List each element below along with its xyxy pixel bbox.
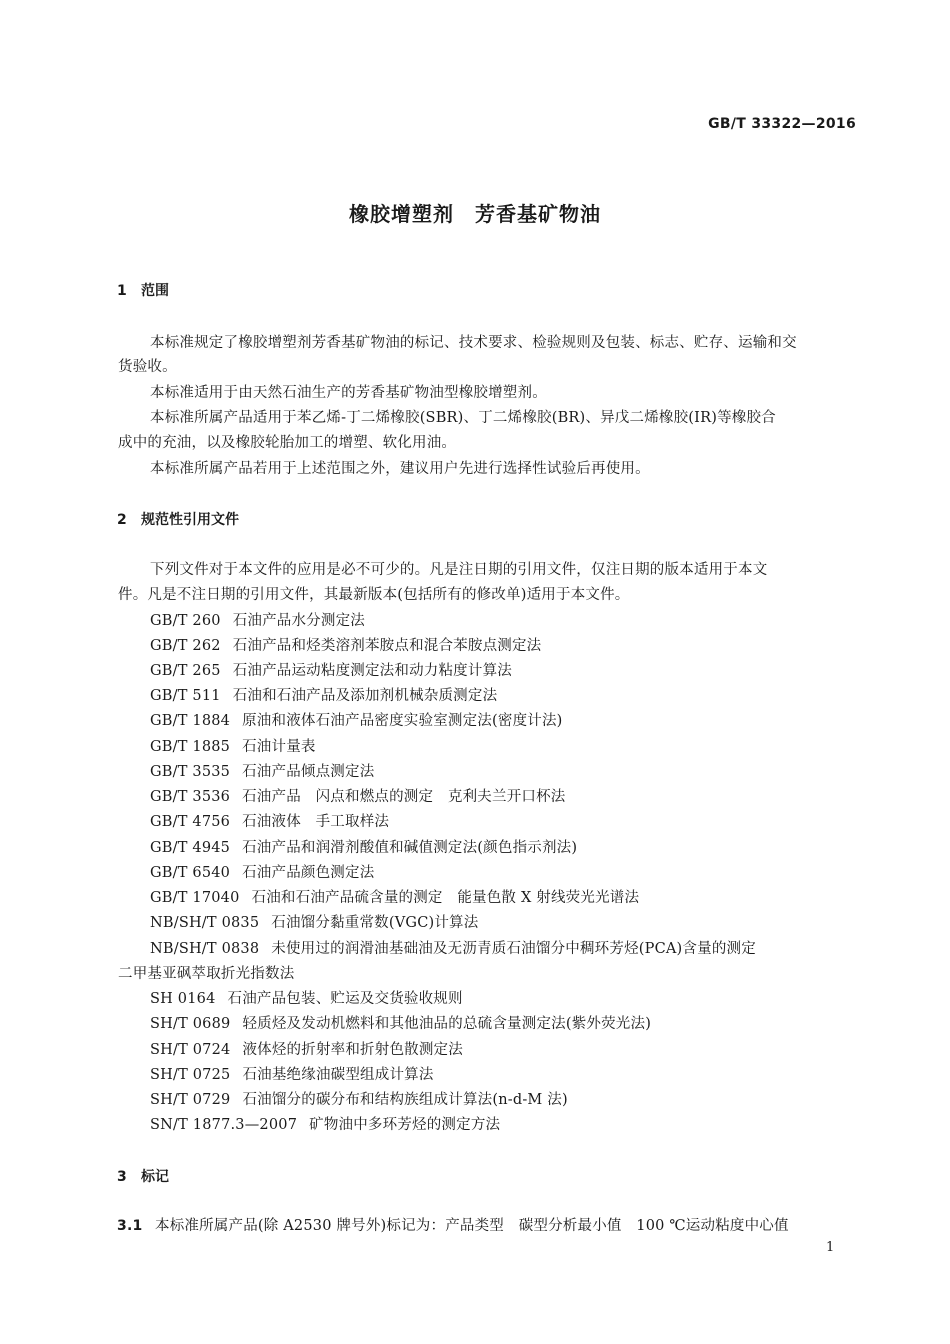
reference-code: NB/SH/T 0835 [150,915,260,931]
normative-intro-line: 件。凡是不注日期的引用文件，其最新版本(包括所有的修改单)适用于本文件。 [118,587,630,603]
section-number: 1 [117,283,127,299]
reference-title: 石油产品 闪点和燃点的测定 克利夫兰开口杯法 [242,789,566,805]
reference-code: GB/T 6540 [150,865,231,881]
reference-item [150,886,639,907]
scope-line: 成中的充油，以及橡胶轮胎加工的增塑、软化用油。 [118,435,457,451]
reference-item [150,1063,434,1084]
reference-code: GB/T 262 [150,638,221,654]
reference-item [150,609,365,630]
reference-title: 石油产品倾点测定法 [242,764,375,780]
section-title: 范围 [141,283,169,299]
reference-code: GB/T 265 [150,663,221,679]
reference-item [150,1113,500,1134]
scope-line: 本标准所属产品适用于苯乙烯-丁二烯橡胶(SBR)、丁二烯橡胶(BR)、异戊二烯橡胶(IR)等橡胶合 [150,410,776,426]
reference-code: SH/T 0729 [150,1092,231,1108]
reference-continuation: 二甲基亚砜萃取折光指数法 [118,966,295,982]
reference-code: GB/T 4756 [150,814,231,830]
clause-number: 3.1 [117,1218,143,1234]
reference-title: 石油产品颜色测定法 [242,865,375,881]
reference-title: 未使用过的润滑油基础油及无沥青质石油馏分中稠环芳烃(PCA)含量的测定 [271,941,756,957]
reference-code: GB/T 3536 [150,789,231,805]
normative-intro-line: 下列文件对于本文件的应用是必不可少的。凡是注日期的引用文件，仅注日期的版本适用于本文 [150,562,768,578]
reference-title: 石油产品和烃类溶剂苯胺点和混合苯胺点测定法 [232,638,542,654]
document-title: 橡胶增塑剂 芳香基矿物油 [349,202,601,226]
reference-item [150,911,478,932]
reference-title: 石油产品包装、贮运及交货验收规则 [227,991,463,1007]
reference-title: 石油产品水分测定法 [232,613,365,629]
reference-item [150,1088,568,1109]
section-title: 标记 [141,1169,169,1185]
standard-code: GB/T 33322—2016 [708,116,856,132]
reference-item [150,785,566,806]
reference-title: 石油液体 手工取样法 [242,814,390,830]
reference-code: GB/T 511 [150,688,221,704]
reference-title: 石油产品运动粘度测定法和动力粘度计算法 [232,663,512,679]
reference-code: GB/T 17040 [150,890,240,906]
clause-3-1 [117,1214,789,1235]
reference-item [150,836,577,857]
reference-title: 石油计量表 [242,739,316,755]
reference-item [150,861,374,882]
reference-code: NB/SH/T 0838 [150,941,260,957]
scope-line: 本标准适用于由天然石油生产的芳香基矿物油型橡胶增塑剂。 [150,385,547,401]
reference-title: 石油馏分的碳分布和结构族组成计算法(n-d-M 法) [242,1092,568,1108]
reference-item [150,709,563,730]
reference-item [150,760,374,781]
reference-item [150,937,756,958]
reference-title: 矿物油中多环芳烃的测定方法 [309,1117,501,1133]
reference-code: SH 0164 [150,991,216,1007]
reference-code: SH/T 0689 [150,1016,231,1032]
reference-title: 石油和石油产品及添加剂机械杂质测定法 [232,688,498,704]
reference-title: 原油和液体石油产品密度实验室测定法(密度计法) [242,713,563,729]
reference-code: SH/T 0725 [150,1067,231,1083]
scope-line: 货验收。 [118,359,177,375]
scope-line: 本标准规定了橡胶增塑剂芳香基矿物油的标记、技术要求、检验规则及包装、标志、贮存、运输和交 [150,335,797,351]
reference-code: GB/T 1885 [150,739,231,755]
section-title: 规范性引用文件 [141,512,239,528]
reference-item [150,1012,651,1033]
reference-item [150,1038,463,1059]
reference-code: GB/T 260 [150,613,221,629]
page-number: 1 [826,1240,835,1255]
section-number: 3 [117,1169,127,1185]
reference-code: GB/T 4945 [150,840,231,856]
scope-line: 本标准所属产品若用于上述范围之外，建议用户先进行选择性试验后再使用。 [150,461,650,477]
reference-code: GB/T 1884 [150,713,231,729]
reference-title: 石油馏分黏重常数(VGC)计算法 [271,915,479,931]
reference-item [150,810,389,831]
reference-title: 石油产品和润滑剂酸值和碱值测定法(颜色指示剂法) [242,840,578,856]
reference-item [150,735,316,756]
section-1-heading [117,280,169,300]
reference-item [150,684,497,705]
reference-title: 轻质烃及发动机燃料和其他油品的总硫含量测定法(紫外荧光法) [242,1016,652,1032]
clause-text: 本标准所属产品(除 A2530 牌号外)标记为：产品类型 碳型分析最小值 100 ℃运动粘度中心值 [155,1218,789,1234]
reference-code: GB/T 3535 [150,764,231,780]
reference-code: SH/T 0724 [150,1042,231,1058]
reference-title: 石油基绝缘油碳型组成计算法 [242,1067,434,1083]
reference-item [150,987,463,1008]
reference-title: 石油和石油产品硫含量的测定 能量色散 X 射线荧光光谱法 [251,890,640,906]
section-number: 2 [117,512,127,528]
section-2-heading [117,509,239,529]
reference-item [150,659,512,680]
reference-title: 液体烃的折射率和折射色散测定法 [242,1042,463,1058]
section-3-heading [117,1166,169,1186]
reference-code: SN/T 1877.3—2007 [150,1117,298,1133]
reference-item [150,634,541,655]
